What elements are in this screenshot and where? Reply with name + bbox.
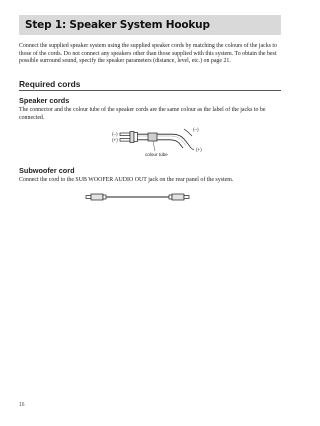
speaker-cord-figure — [112, 124, 222, 162]
subwoofer-cord-figure — [84, 190, 194, 204]
speaker-cord-wire — [138, 134, 189, 148]
plus-label-left: (+) — [112, 137, 118, 143]
subwoofer-cord-heading: Subwoofer cord — [19, 166, 75, 175]
required-cords-heading: Required cords — [19, 79, 81, 89]
intro-paragraph: Connect the supplied speaker system using the supplied speaker cords by matching the colours of the jacks to those of the cords. Do not connect any speakers other than those supplied with this system. To obtain the best possible surround sound, specify the speaker parameters (distance, level, etc.) on page 21. — [19, 43, 277, 65]
subwoofer-cord-text: Connect the cord to the SUB WOOFER AUDIO OUT jack on the rear panel of the system. — [19, 177, 234, 183]
section-title: Step 1: Speaker System Hookup — [25, 19, 210, 31]
speaker-cord-connector — [120, 132, 138, 143]
colour-tube-label: colour tube — [145, 152, 168, 157]
plus-label-right: (+) — [196, 147, 202, 152]
speaker-cords-heading: Speaker cords — [19, 96, 70, 105]
colour-tube-leader — [153, 141, 155, 151]
minus-label-left: (–) — [112, 131, 118, 137]
speaker-cords-text: The connector and the colour tube of the speaker cords are the same colour as the label of the jacks to be connected. — [19, 107, 266, 121]
page-number: 16 — [19, 402, 25, 408]
stripped-wire-ends — [184, 129, 194, 150]
heading-rule — [19, 90, 281, 91]
right-rca-plug — [169, 194, 189, 200]
left-rca-plug — [86, 194, 106, 200]
section-title-bar — [19, 15, 281, 35]
minus-label-right: (–) — [193, 127, 199, 132]
colour-tube — [148, 133, 157, 141]
